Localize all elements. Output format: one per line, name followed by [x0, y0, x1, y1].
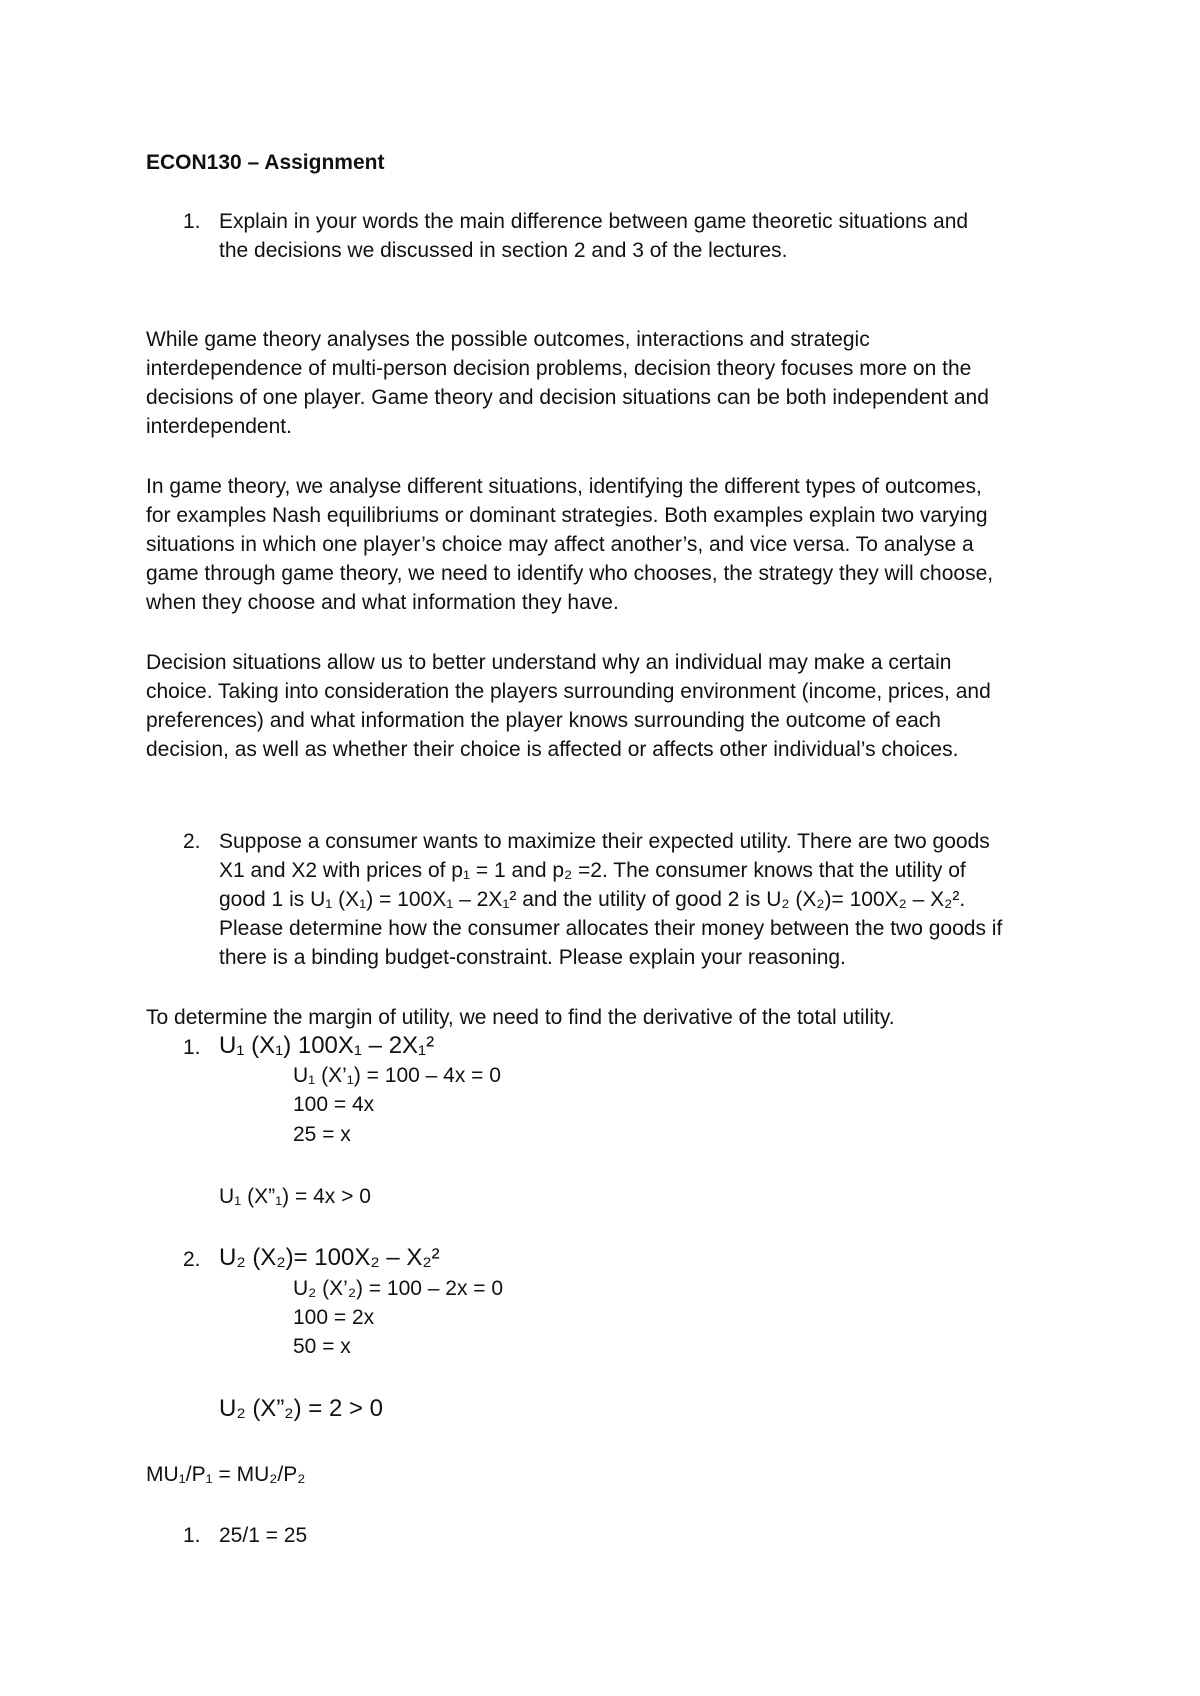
step-1-second-derivative: U₁ (X”₁) = 4x > 0: [219, 1185, 371, 1208]
final-step-number: 1.: [183, 1524, 201, 1547]
paragraph-2-line: game through game theory, we need to identify who chooses, the strategy they will choose,: [146, 562, 994, 585]
step-2-derivative: U₂ (X’₂) = 100 – 2x = 0: [293, 1277, 504, 1300]
final-step-equation: 25/1 = 25: [219, 1524, 308, 1547]
question-2-number: 2.: [183, 830, 201, 853]
step-2-line: 50 = x: [293, 1335, 351, 1358]
step-2-line: 100 = 2x: [293, 1306, 375, 1329]
paragraph-1-line: decisions of one player. Game theory and decision situations can be both independent and: [146, 386, 989, 409]
question-2-line: good 1 is U₁ (X₁) = 100X₁ – 2X₁² and the utility of good 2 is U₂ (X₂)= 100X₂ – X₂².: [219, 888, 966, 911]
step-1-equation: U₁ (X₁) 100X₁ – 2X₁²: [219, 1032, 435, 1059]
question-2-line: there is a binding budget-constraint. Please explain your reasoning.: [219, 946, 846, 969]
question-1-line: the decisions we discussed in section 2 and 3 of the lectures.: [219, 239, 788, 262]
step-2-second-derivative: U₂ (X”₂) = 2 > 0: [219, 1395, 384, 1422]
paragraph-1-line: While game theory analyses the possible outcomes, interactions and strategic: [146, 328, 870, 351]
step-2-equation: U₂ (X₂)= 100X₂ – X₂²: [219, 1244, 440, 1271]
paragraph-2-line: In game theory, we analyse different situations, identifying the different types of outcomes,: [146, 475, 982, 498]
question-2-line: Suppose a consumer wants to maximize their expected utility. There are two goods: [219, 830, 990, 853]
paragraph-1-line: interdependent.: [146, 415, 292, 438]
paragraph-2-line: for examples Nash equilibriums or dominant strategies. Both examples explain two varying: [146, 504, 988, 527]
marginal-utility-ratio: MU₁/P₁ = MU₂/P₂: [146, 1463, 306, 1486]
step-2-number: 2.: [183, 1248, 201, 1271]
paragraph-2-line: situations in which one player’s choice may affect another’s, and vice versa. To analyse a: [146, 533, 974, 556]
step-1-derivative: U₁ (X’₁) = 100 – 4x = 0: [293, 1064, 501, 1087]
question-1-line: Explain in your words the main difference between game theoretic situations and: [219, 210, 969, 233]
paragraph-3-line: decision, as well as whether their choice is affected or affects other individual’s choices.: [146, 738, 959, 761]
paragraph-2-line: when they choose and what information they have.: [146, 591, 619, 614]
step-1-line: 100 = 4x: [293, 1093, 375, 1116]
question-2-line: Please determine how the consumer allocates their money between the two goods if: [219, 917, 1003, 940]
paragraph-3-line: Decision situations allow us to better understand why an individual may make a certain: [146, 651, 952, 674]
document-title: ECON130 – Assignment: [146, 151, 385, 174]
step-1-number: 1.: [183, 1036, 201, 1059]
answer-intro: To determine the margin of utility, we need to find the derivative of the total utility.: [146, 1006, 895, 1029]
paragraph-1-line: interdependence of multi-person decision problems, decision theory focuses more on the: [146, 357, 972, 380]
step-1-line: 25 = x: [293, 1123, 351, 1146]
question-1-number: 1.: [183, 210, 201, 233]
question-2-line: X1 and X2 with prices of p₁ = 1 and p₂ =2. The consumer knows that the utility of: [219, 859, 966, 882]
paragraph-3-line: preferences) and what information the player knows surrounding the outcome of each: [146, 709, 941, 732]
paragraph-3-line: choice. Taking into consideration the players surrounding environment (income, prices, and: [146, 680, 991, 703]
